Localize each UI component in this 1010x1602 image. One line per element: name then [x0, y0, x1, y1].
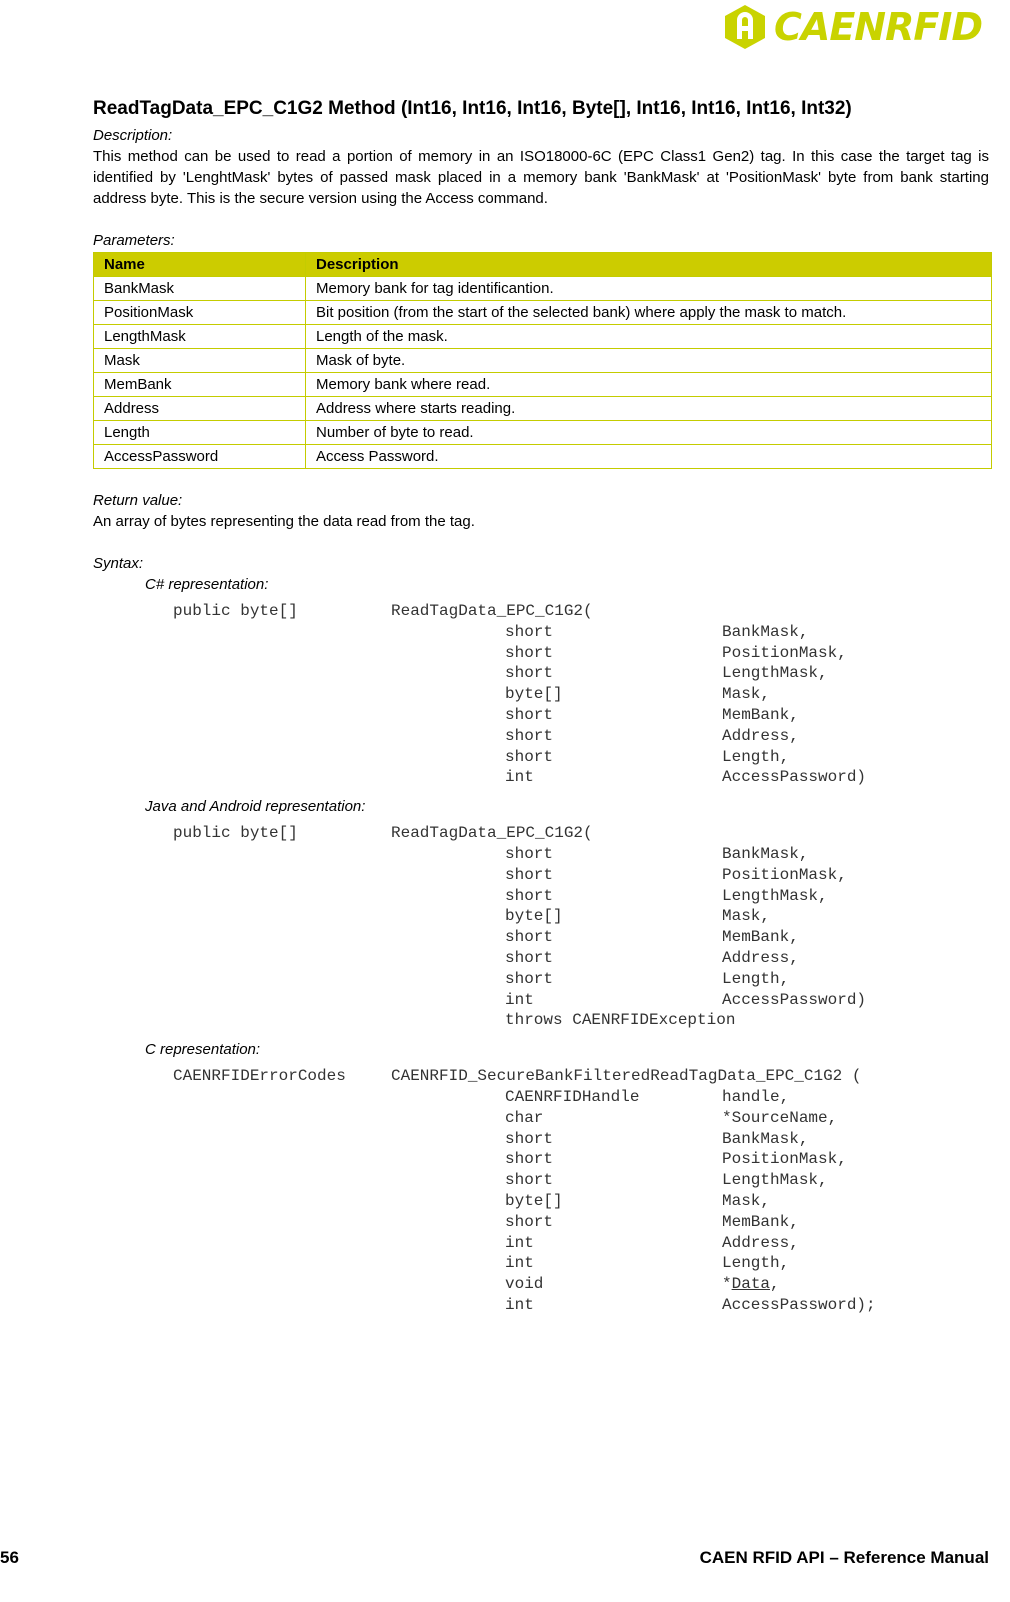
- arg-type: short: [505, 705, 554, 724]
- java-code-block: [173, 823, 989, 1031]
- code-line: [173, 1129, 989, 1150]
- arg-type: short: [505, 948, 554, 967]
- arg-type: short: [505, 664, 554, 683]
- table-row: [94, 373, 992, 397]
- arg-name: AccessPassword): [722, 990, 867, 1009]
- arg-name: Address,: [722, 726, 799, 745]
- table-header-row: [94, 253, 992, 277]
- arg-name: BankMask,: [722, 844, 809, 863]
- arg-name: Address,: [722, 948, 799, 967]
- code-line: [173, 705, 989, 726]
- arg-name: PositionMask,: [722, 643, 847, 662]
- arg-type: int: [505, 990, 534, 1009]
- arg-name: LengthMask,: [722, 664, 828, 683]
- table-row: [94, 421, 992, 445]
- parameters-label: Parameters:: [93, 232, 175, 249]
- arg-type: short: [505, 747, 554, 766]
- arg-type: short: [505, 643, 554, 662]
- description-label: Description:: [93, 127, 173, 144]
- table-row: [94, 349, 992, 373]
- arg-type: void: [505, 1275, 544, 1294]
- code-line: [173, 1233, 989, 1254]
- arg-type: short: [505, 865, 554, 884]
- arg-type: short: [505, 1150, 554, 1169]
- arg-type: int: [505, 1254, 534, 1273]
- java-label: Java and Android representation:: [145, 798, 366, 816]
- table-row: [94, 301, 992, 325]
- table-row: [94, 397, 992, 421]
- code-line: [173, 663, 989, 684]
- param-description-cell: Mask of byte.: [306, 349, 992, 373]
- csharp-code-block: [173, 601, 989, 788]
- arg-name: Mask,: [722, 1191, 771, 1210]
- arg-type: short: [505, 844, 554, 863]
- arg-type: short: [505, 1212, 554, 1231]
- c-label: C representation:: [145, 1041, 261, 1059]
- arg-name: BankMask,: [722, 622, 809, 641]
- logo-text: CAENRFID: [774, 5, 982, 49]
- code-line: [173, 643, 989, 664]
- arg-type: short: [505, 726, 554, 745]
- arg-name: Mask,: [722, 907, 771, 926]
- code-line: [173, 1010, 989, 1031]
- brand-logo: [722, 4, 982, 50]
- param-name-cell: AccessPassword: [94, 445, 306, 469]
- code-line: [173, 1170, 989, 1191]
- throws-clause: throws CAENRFIDException: [505, 1011, 736, 1030]
- param-name-cell: PositionMask: [94, 301, 306, 325]
- table-row: [94, 325, 992, 349]
- code-line: [173, 823, 989, 844]
- code-line: [173, 726, 989, 747]
- code-line: [173, 1274, 989, 1295]
- code-line: [173, 1108, 989, 1129]
- code-line: [173, 1066, 989, 1087]
- method-title: ReadTagData_EPC_C1G2 Method (Int16, Int16, Int16, Byte[], Int16, Int16, Int16, Int32): [93, 98, 852, 119]
- arg-type: byte[]: [505, 685, 563, 704]
- code-line: [173, 622, 989, 643]
- arg-name: AccessPassword): [722, 768, 867, 787]
- arg-name: *Data,: [722, 1275, 780, 1294]
- arg-type: short: [505, 1129, 554, 1148]
- code-line: [173, 844, 989, 865]
- param-name-cell: MemBank: [94, 373, 306, 397]
- function-name: ReadTagData_EPC_C1G2(: [391, 602, 593, 620]
- arg-type: char: [505, 1108, 544, 1127]
- syntax-label: Syntax:: [93, 555, 144, 572]
- code-line: [173, 886, 989, 907]
- code-line: [173, 747, 989, 768]
- param-description-cell: Number of byte to read.: [306, 421, 992, 445]
- description-text: This method can be used to read a portion of memory in an ISO18000-6C (EPC Class1 Gen2) tag. In this case the target tag is identified by 'LenghtMask' bytes of passed mask placed in a memory bank 'BankMask' at 'PositionMask' byte from bank starting address byte. This is the secure version using the Access command.: [93, 148, 989, 207]
- arg-name: handle,: [722, 1087, 790, 1106]
- param-name-cell: LengthMask: [94, 325, 306, 349]
- param-description-cell: Length of the mask.: [306, 325, 992, 349]
- code-line: [173, 927, 989, 948]
- return-type: CAENRFIDErrorCodes: [173, 1067, 346, 1086]
- code-line: [173, 1191, 989, 1212]
- arg-type: int: [505, 1233, 534, 1252]
- caenrfid-logo-icon: [722, 4, 768, 50]
- arg-type: int: [505, 1295, 534, 1314]
- arg-name: Mask,: [722, 685, 771, 704]
- arg-name: Address,: [722, 1233, 799, 1252]
- arg-name: LengthMask,: [722, 1171, 828, 1190]
- return-type: public byte[]: [173, 824, 298, 843]
- manual-title: CAEN RFID API – Reference Manual: [699, 1548, 989, 1567]
- param-description-cell: Memory bank for tag identificantion.: [306, 277, 992, 301]
- code-line: [173, 1212, 989, 1233]
- code-line: [173, 1149, 989, 1170]
- arg-name: Length,: [722, 969, 790, 988]
- param-description-cell: Address where starts reading.: [306, 397, 992, 421]
- page-content: [93, 97, 989, 1324]
- code-line: [173, 1087, 989, 1108]
- arg-type: short: [505, 886, 554, 905]
- arg-name: MemBank,: [722, 1212, 799, 1231]
- param-description-cell: Access Password.: [306, 445, 992, 469]
- table-row: [94, 445, 992, 469]
- parameters-table: [93, 252, 992, 469]
- code-line: [173, 1295, 989, 1316]
- arg-name: Length,: [722, 747, 790, 766]
- arg-name: AccessPassword);: [722, 1295, 876, 1314]
- param-name-cell: Address: [94, 397, 306, 421]
- code-line: [173, 865, 989, 886]
- arg-name: MemBank,: [722, 928, 799, 947]
- arg-type: short: [505, 1171, 554, 1190]
- function-name: ReadTagData_EPC_C1G2(: [391, 824, 593, 843]
- return-label: Return value:: [93, 492, 183, 509]
- code-line: [173, 990, 989, 1011]
- param-name-cell: BankMask: [94, 277, 306, 301]
- table-row: [94, 277, 992, 301]
- c-code-block: [173, 1066, 989, 1316]
- param-description-cell: Memory bank where read.: [306, 373, 992, 397]
- return-type: public byte[]: [173, 602, 298, 620]
- code-line: [173, 684, 989, 705]
- csharp-label: C# representation:: [145, 576, 269, 593]
- arg-name: PositionMask,: [722, 1150, 847, 1169]
- arg-type: short: [505, 969, 554, 988]
- arg-type: short: [505, 928, 554, 947]
- arg-type: int: [505, 768, 534, 787]
- arg-name: PositionMask,: [722, 865, 847, 884]
- code-line: [173, 767, 989, 788]
- arg-name: LengthMask,: [722, 886, 828, 905]
- param-name-cell: Mask: [94, 349, 306, 373]
- param-name-cell: Length: [94, 421, 306, 445]
- arg-type: CAENRFIDHandle: [505, 1087, 640, 1106]
- code-line: [173, 948, 989, 969]
- arg-name: MemBank,: [722, 705, 799, 724]
- code-line: [173, 1253, 989, 1274]
- arg-type: short: [505, 622, 554, 641]
- column-header-name: Name: [94, 253, 306, 277]
- column-header-description: Description: [306, 253, 992, 277]
- code-line: [173, 906, 989, 927]
- page-number: 56: [0, 1548, 19, 1567]
- arg-type: byte[]: [505, 907, 563, 926]
- code-line: [173, 969, 989, 990]
- arg-name: Length,: [722, 1254, 790, 1273]
- arg-type: byte[]: [505, 1191, 563, 1210]
- return-text: An array of bytes representing the data read from the tag.: [93, 513, 475, 530]
- function-name: CAENRFID_SecureBankFilteredReadTagData_EPC_C1G2 (: [391, 1067, 862, 1086]
- param-description-cell: Bit position (from the start of the selected bank) where apply the mask to match.: [306, 301, 992, 325]
- arg-name: BankMask,: [722, 1129, 809, 1148]
- code-line: [173, 601, 989, 622]
- arg-name: *SourceName,: [722, 1108, 838, 1127]
